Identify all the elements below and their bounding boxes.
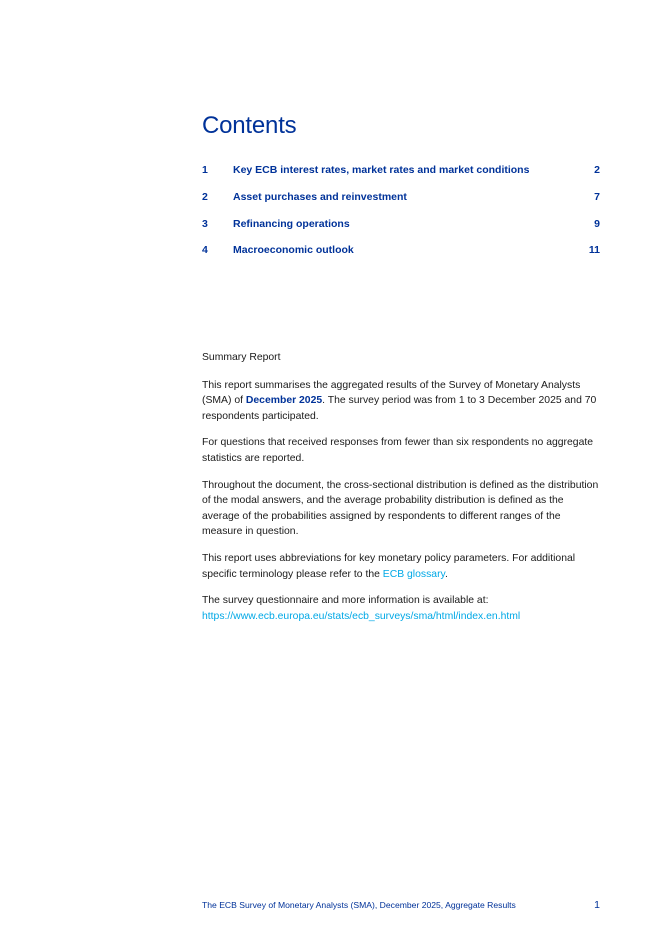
toc-entry-title: Refinancing operations	[233, 217, 350, 230]
toc-entry-1[interactable]	[202, 164, 600, 191]
ecb-glossary-link[interactable]: ECB glossary	[382, 568, 445, 580]
footer-page-number: 1	[594, 899, 600, 911]
summary-section	[202, 350, 602, 635]
paragraph-text: This report summarises the aggregated results of the Survey of Monetary Analysts (SMA) of	[202, 379, 581, 407]
paragraph-text: . The survey period was from 1 to 3 December 2025 and 70 respondents participated.	[202, 395, 597, 422]
toc-entry-number: 3	[202, 217, 208, 230]
page-footer	[202, 899, 600, 911]
toc-entry-title: Key ECB interest rates, market rates and market conditions	[233, 164, 530, 176]
paragraph-text: .	[444, 568, 448, 580]
toc-entry-4[interactable]	[202, 244, 600, 271]
toc-entry-title: Asset purchases and reinvestment	[233, 190, 407, 203]
summary-heading: Summary Report	[202, 352, 281, 363]
toc-entry-page: 11	[588, 244, 600, 257]
toc-entry-3[interactable]	[202, 218, 600, 245]
summary-paragraph-2: For questions that received responses from fewer than six respondents no aggregate statistics are reported.	[202, 437, 594, 464]
toc-entry-title: Macroeconomic outlook	[233, 244, 354, 257]
footer-text: The ECB Survey of Monetary Analysts (SMA), December 2025, Aggregate Results	[202, 900, 516, 910]
toc-entry-number: 4	[202, 244, 208, 257]
summary-paragraph-5	[202, 593, 602, 624]
summary-paragraph-4	[202, 551, 602, 582]
summary-paragraph-1	[202, 378, 602, 425]
toc-entry-number: 1	[202, 164, 208, 176]
toc-entry-number: 2	[202, 190, 208, 203]
survey-date-highlight: December 2025	[245, 395, 323, 407]
toc-entry-page: 2	[594, 164, 600, 176]
survey-url-link[interactable]: https://www.ecb.europa.eu/stats/ecb_surveys/sma/html/index.en.html	[202, 610, 521, 622]
table-of-contents	[202, 164, 600, 271]
toc-entry-page: 9	[594, 217, 600, 230]
contents-title: Contents	[202, 112, 297, 139]
summary-paragraph-3: Throughout the document, the cross-sectional distribution is defined as the distribution of the modal answers, and the average probability distribution is defined as the average of the probabilities assigned by respondents to different ranges of the measure in question.	[202, 479, 599, 538]
toc-entry-2[interactable]	[202, 191, 600, 218]
toc-entry-page: 7	[594, 190, 600, 203]
paragraph-text: The survey questionnaire and more information is available at:	[202, 595, 489, 607]
paragraph-text: This report uses abbreviations for key monetary policy parameters. For additional specific terminology please refer to the	[202, 552, 576, 580]
